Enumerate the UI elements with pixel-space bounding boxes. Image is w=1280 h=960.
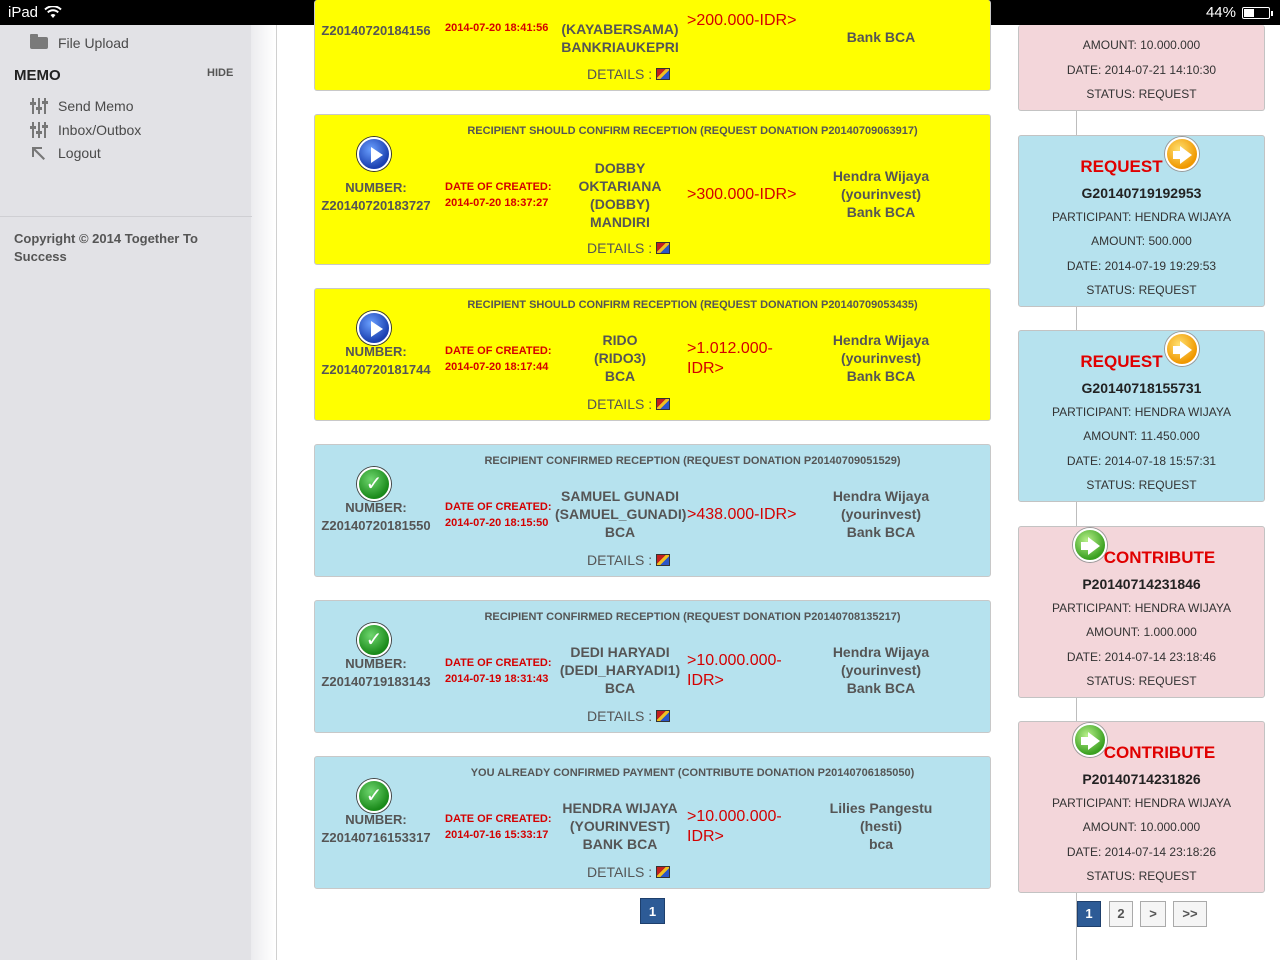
- page-button-1[interactable]: 1: [640, 898, 665, 924]
- transaction-sender: [555, 159, 685, 231]
- transaction-date-block: [445, 655, 555, 687]
- receiver-line: (yourinvest): [840, 506, 922, 522]
- sender-line: (RIDO3): [593, 350, 647, 366]
- transaction-amount: >10.000.000-IDR>: [687, 808, 782, 845]
- history-date: DATE: 2014-07-14 23:18:46: [1066, 650, 1217, 664]
- details-link[interactable]: [587, 864, 687, 880]
- transaction-receiver: [811, 167, 951, 221]
- number-label: NUMBER:: [345, 812, 407, 827]
- battery-percent: 44%: [1205, 4, 1236, 21]
- transaction-card: [314, 288, 991, 421]
- receiver-line: Hendra Wijaya: [832, 488, 930, 504]
- sender-line: BCA: [604, 524, 636, 540]
- history-code: P20140714231846: [1082, 576, 1201, 592]
- details-image-icon[interactable]: [656, 554, 670, 566]
- history-amount: AMOUNT: 11.450.000: [1083, 429, 1200, 443]
- receiver-line: (yourinvest): [840, 662, 922, 678]
- history-date: DATE: 2014-07-14 23:18:26: [1066, 845, 1217, 859]
- receiver-line: Hendra Wijaya: [832, 644, 930, 660]
- history-participant: PARTICIPANT: HENDRA WIJAYA: [1052, 210, 1231, 224]
- transaction-receiver: [811, 331, 951, 385]
- date-label: DATE OF CREATED:: [445, 345, 552, 357]
- receiver-line: Hendra Wijaya: [832, 168, 930, 184]
- details-label: DETAILS :: [587, 66, 653, 82]
- number-label: NUMBER:: [345, 344, 407, 359]
- receiver-line: (yourinvest): [840, 350, 922, 366]
- logout-arrow-icon: [30, 145, 48, 161]
- history-date: DATE: 2014-07-18 15:57:31: [1066, 454, 1217, 468]
- check-icon[interactable]: ✓: [357, 623, 391, 657]
- sender-line: (DOBBY): [590, 196, 650, 212]
- history-code: G20140719192953: [1081, 185, 1202, 201]
- transaction-date: 2014-07-20 18:17:44: [445, 361, 549, 373]
- transaction-sender: [555, 20, 685, 56]
- history-card-partial: [1018, 25, 1265, 111]
- transaction-sender: [555, 487, 685, 541]
- sliders-icon: [30, 122, 48, 138]
- history-date: DATE: 2014-07-21 14:10:30: [1066, 63, 1217, 77]
- date-label: DATE OF CREATED:: [445, 657, 552, 669]
- transaction-number-block: [317, 811, 435, 847]
- number-label: NUMBER:: [345, 656, 407, 671]
- transaction-date: 2014-07-20 18:15:50: [445, 517, 549, 529]
- history-next-page[interactable]: >: [1140, 901, 1166, 927]
- sender-line: HENDRA WIJAYA: [562, 800, 678, 816]
- sender-line: DEDI HARYADI: [570, 644, 670, 660]
- history-last-page[interactable]: >>: [1173, 901, 1207, 927]
- transaction-receiver: [811, 799, 951, 853]
- details-label: DETAILS :: [587, 708, 653, 724]
- transaction-number-block: [317, 343, 435, 379]
- details-image-icon[interactable]: [656, 242, 670, 254]
- details-link[interactable]: [587, 66, 687, 82]
- history-code: G20140718155731: [1081, 380, 1202, 396]
- transaction-receiver: [811, 643, 951, 697]
- sliders-icon: [30, 98, 48, 114]
- number-label: NUMBER:: [345, 500, 407, 515]
- sender-line: SAMUEL GUNADI: [561, 488, 679, 504]
- copyright: Copyright © 2014 Together To Success: [14, 231, 198, 264]
- sidebar-divider: [0, 216, 252, 217]
- history-status: STATUS: REQUEST: [1086, 478, 1197, 492]
- transaction-number-block: [317, 499, 435, 535]
- sender-line: BANKRIAUKEPRI: [561, 39, 679, 55]
- history-participant: PARTICIPANT: HENDRA WIJAYA: [1052, 796, 1231, 810]
- receiver-line: Bank BCA: [846, 524, 916, 540]
- contribute-card: [1018, 721, 1265, 893]
- history-amount: AMOUNT: 500.000: [1091, 234, 1192, 248]
- details-label: DETAILS :: [587, 240, 653, 256]
- transaction-number: Z20140720184156: [321, 23, 431, 38]
- history-type: REQUEST: [1080, 352, 1163, 371]
- details-link[interactable]: [587, 552, 687, 568]
- battery-icon: [1242, 7, 1270, 19]
- request-card: [1018, 135, 1265, 307]
- transaction-number: Z20140720181744: [321, 362, 431, 377]
- folder-icon: [30, 37, 48, 49]
- check-icon[interactable]: ✓: [357, 779, 391, 813]
- receiver-line: (hesti): [860, 818, 902, 834]
- transaction-number-block: [317, 655, 435, 691]
- transaction-header: RECIPIENT SHOULD CONFIRM RECEPTION (REQUEST DONATION P20140709063917): [467, 125, 918, 137]
- receiver-line: Bank BCA: [846, 368, 916, 384]
- battery-level: [1244, 9, 1254, 17]
- sender-line: BCA: [604, 368, 636, 384]
- play-icon[interactable]: [357, 311, 391, 345]
- history-amount: AMOUNT: 10.000.000: [1082, 820, 1201, 834]
- details-link[interactable]: [587, 396, 687, 412]
- transaction-date: 2014-07-20 18:41:56: [445, 22, 549, 34]
- transaction-date-block: [445, 811, 555, 843]
- history-amount: AMOUNT: 10.000.000: [1082, 38, 1201, 52]
- transaction-amount: >300.000-IDR>: [687, 186, 797, 203]
- memo-hide-button[interactable]: HIDE: [207, 67, 234, 79]
- sidebar-item-label: Logout: [58, 145, 101, 161]
- sidebar: [0, 25, 252, 960]
- receiver-line: Hendra Wijaya: [832, 332, 930, 348]
- transaction-date: 2014-07-16 15:33:17: [445, 829, 549, 841]
- transaction-number-block: [317, 179, 435, 215]
- transaction-date: 2014-07-20 18:37:27: [445, 197, 549, 209]
- check-icon[interactable]: ✓: [357, 467, 391, 501]
- sidebar-item-send-memo[interactable]: [30, 98, 133, 114]
- transaction-card: [314, 444, 991, 577]
- transaction-receiver: [811, 487, 951, 541]
- sender-line: OKTARIANA: [578, 178, 662, 194]
- transaction-date-block: [445, 179, 555, 211]
- number-label: NUMBER:: [345, 180, 407, 195]
- history-page-2[interactable]: 2: [1109, 901, 1133, 927]
- sender-line: DOBBY: [594, 160, 646, 176]
- transaction-sender: [555, 331, 685, 385]
- transaction-amount: >438.000-IDR>: [687, 506, 797, 523]
- transaction-card: [314, 756, 991, 889]
- contribute-card: [1018, 526, 1265, 698]
- sidebar-item-label: Inbox/Outbox: [58, 122, 142, 138]
- details-image-icon[interactable]: [656, 866, 670, 878]
- details-link[interactable]: [587, 708, 687, 724]
- transaction-amount: >200.000-IDR>: [687, 12, 797, 29]
- transaction-number: Z20140720183727: [321, 198, 431, 213]
- date-label: DATE OF CREATED:: [445, 501, 552, 513]
- details-image-icon[interactable]: [656, 710, 670, 722]
- history-status: STATUS: REQUEST: [1086, 87, 1197, 101]
- receiver-line: Bank BCA: [846, 204, 916, 220]
- transaction-card: [314, 600, 991, 733]
- date-label: DATE OF CREATED:: [445, 181, 552, 193]
- sidebar-item-file-upload[interactable]: [30, 35, 129, 51]
- transaction-sender: [555, 799, 685, 853]
- details-label: DETAILS :: [587, 396, 653, 412]
- details-link[interactable]: [587, 240, 687, 256]
- transaction-receiver: Bank BCA: [846, 29, 916, 45]
- sidebar-shade: [251, 25, 275, 960]
- device-name: iPad: [8, 4, 39, 21]
- receiver-line: bca: [868, 836, 894, 852]
- sender-line: (YOURINVEST): [569, 818, 671, 834]
- transaction-date-block: [445, 499, 555, 531]
- transaction-number: Z20140720181550: [321, 518, 431, 533]
- transaction-header: RECIPIENT SHOULD CONFIRM RECEPTION (REQUEST DONATION P20140709053435): [467, 299, 918, 311]
- details-image-icon[interactable]: [656, 68, 670, 80]
- transaction-card-partial: [314, 0, 991, 91]
- receiver-line: Lilies Pangestu: [829, 800, 933, 816]
- details-label: DETAILS :: [587, 864, 653, 880]
- details-image-icon[interactable]: [656, 398, 670, 410]
- receiver-line: Bank BCA: [846, 680, 916, 696]
- details-label: DETAILS :: [587, 552, 653, 568]
- history-date: DATE: 2014-07-19 19:29:53: [1066, 259, 1217, 273]
- history-type: REQUEST: [1080, 157, 1163, 176]
- sidebar-item-logout[interactable]: [30, 145, 101, 161]
- status-right: [1206, 4, 1270, 21]
- history-participant: PARTICIPANT: HENDRA WIJAYA: [1052, 601, 1231, 615]
- history-code: P20140714231826: [1082, 771, 1201, 787]
- sender-line: (DEDI_HARYADI1): [559, 662, 681, 678]
- transaction-number: Z20140716153317: [321, 830, 431, 845]
- sender-line: (SAMUEL_GUNADI): [555, 506, 687, 522]
- history-status: STATUS: REQUEST: [1086, 674, 1197, 688]
- sender-line: RIDO: [602, 332, 638, 348]
- content-divider: [276, 25, 277, 960]
- date-label: DATE OF CREATED:: [445, 813, 552, 825]
- transaction-header: YOU ALREADY CONFIRMED PAYMENT (CONTRIBUTE DONATION P20140706185050): [470, 767, 915, 779]
- receiver-line: (yourinvest): [840, 186, 922, 202]
- transaction-amount: >1.012.000-IDR>: [687, 340, 773, 377]
- transaction-date-block: [445, 343, 555, 375]
- sender-line: (KAYABERSAMA): [561, 21, 679, 37]
- sender-line: BCA: [604, 680, 636, 696]
- memo-title: MEMO: [14, 67, 61, 84]
- transaction-amount: >10.000.000-IDR>: [687, 652, 782, 689]
- transaction-card: [314, 114, 991, 265]
- sidebar-item-label: File Upload: [58, 35, 129, 51]
- history-page-1[interactable]: 1: [1077, 901, 1101, 927]
- request-card: [1018, 330, 1265, 502]
- history-participant: PARTICIPANT: HENDRA WIJAYA: [1052, 405, 1231, 419]
- transaction-header: RECIPIENT CONFIRMED RECEPTION (REQUEST DONATION P20140709051529): [484, 455, 901, 467]
- history-type: CONTRIBUTE: [1103, 548, 1216, 567]
- history-status: STATUS: REQUEST: [1086, 283, 1197, 297]
- transaction-sender: [555, 643, 685, 697]
- sender-line: BANK BCA: [582, 836, 658, 852]
- sidebar-item-label: Send Memo: [58, 98, 134, 114]
- history-status: STATUS: REQUEST: [1086, 869, 1197, 883]
- sidebar-item-inbox-outbox[interactable]: [30, 122, 141, 138]
- transaction-number: Z20140719183143: [321, 674, 431, 689]
- sender-line: MANDIRI: [590, 214, 650, 230]
- transaction-date: 2014-07-19 18:31:43: [445, 673, 549, 685]
- play-icon[interactable]: [357, 137, 391, 171]
- history-amount: AMOUNT: 1.000.000: [1086, 625, 1197, 639]
- history-type: CONTRIBUTE: [1103, 743, 1216, 762]
- transaction-header: RECIPIENT CONFIRMED RECEPTION (REQUEST DONATION P20140708135217): [484, 611, 901, 623]
